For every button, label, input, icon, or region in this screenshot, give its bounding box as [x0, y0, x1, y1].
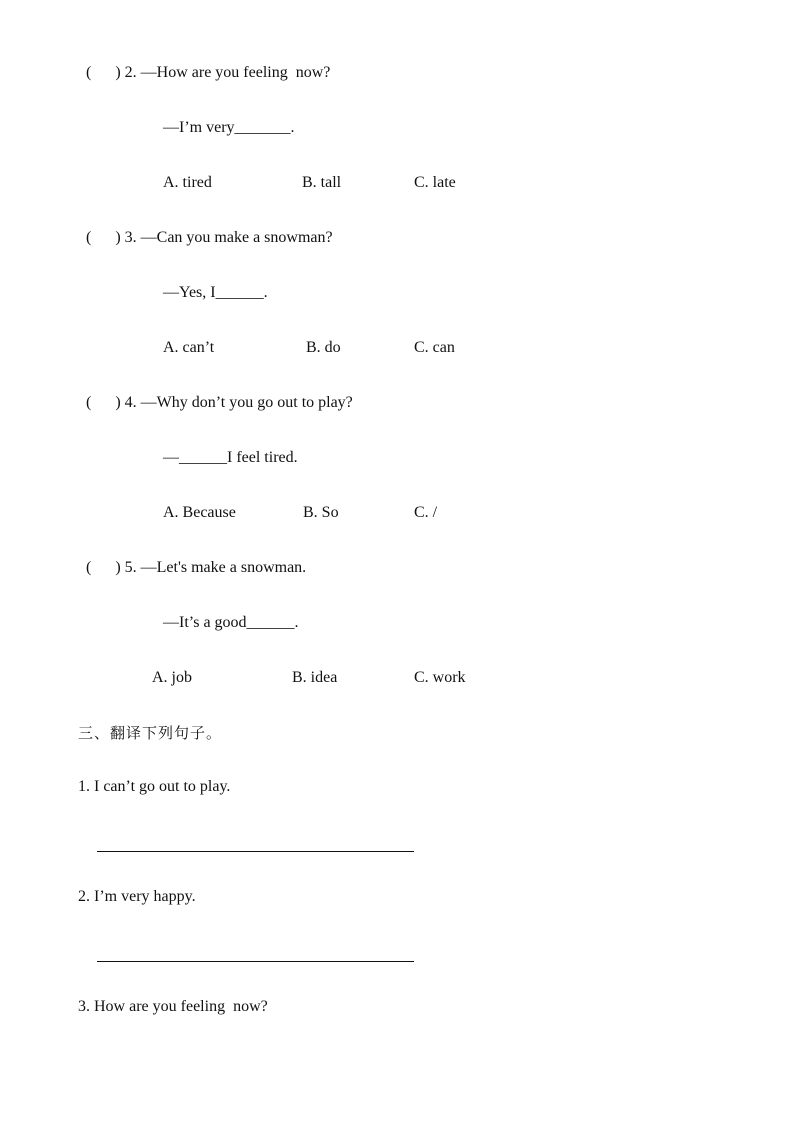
answer-line-1[interactable]	[97, 851, 414, 852]
question-3-answer: —Yes, I______.	[163, 284, 268, 301]
question-5-option-c: C. work	[414, 669, 466, 686]
question-5-stem: ( ) 5. —Let's make a snowman.	[86, 559, 307, 576]
question-4-option-b: B. So	[303, 504, 339, 521]
translation-item-3: 3. How are you feeling now?	[78, 998, 268, 1015]
question-2-answer: —I’m very_______.	[163, 119, 295, 136]
question-3-stem: ( ) 3. —Can you make a snowman?	[86, 229, 333, 246]
question-2-option-a: A. tired	[163, 174, 212, 191]
question-4-option-c: C. /	[414, 504, 438, 521]
answer-line-2[interactable]	[97, 961, 414, 962]
translation-item-2: 2. I’m very happy.	[78, 888, 196, 905]
question-5-answer: —It’s a good______.	[163, 614, 299, 631]
question-4-stem: ( ) 4. —Why don’t you go out to play?	[86, 394, 353, 411]
question-3-option-c: C. can	[414, 339, 455, 356]
section-3-title: 三、翻译下列句子。	[78, 724, 223, 742]
question-3-option-b: B. do	[306, 339, 341, 356]
question-4-answer: —______I feel tired.	[163, 449, 298, 466]
question-4-option-a: A. Because	[163, 504, 236, 521]
question-2-stem: ( ) 2. —How are you feeling now?	[86, 64, 331, 81]
question-3-option-a: A. can’t	[163, 339, 215, 356]
question-2-option-b: B. tall	[302, 174, 342, 191]
question-5-option-a: A. job	[152, 669, 192, 686]
translation-item-1: 1. I can’t go out to play.	[78, 778, 231, 795]
question-5-option-b: B. idea	[292, 669, 338, 686]
question-2-option-c: C. late	[414, 174, 456, 191]
